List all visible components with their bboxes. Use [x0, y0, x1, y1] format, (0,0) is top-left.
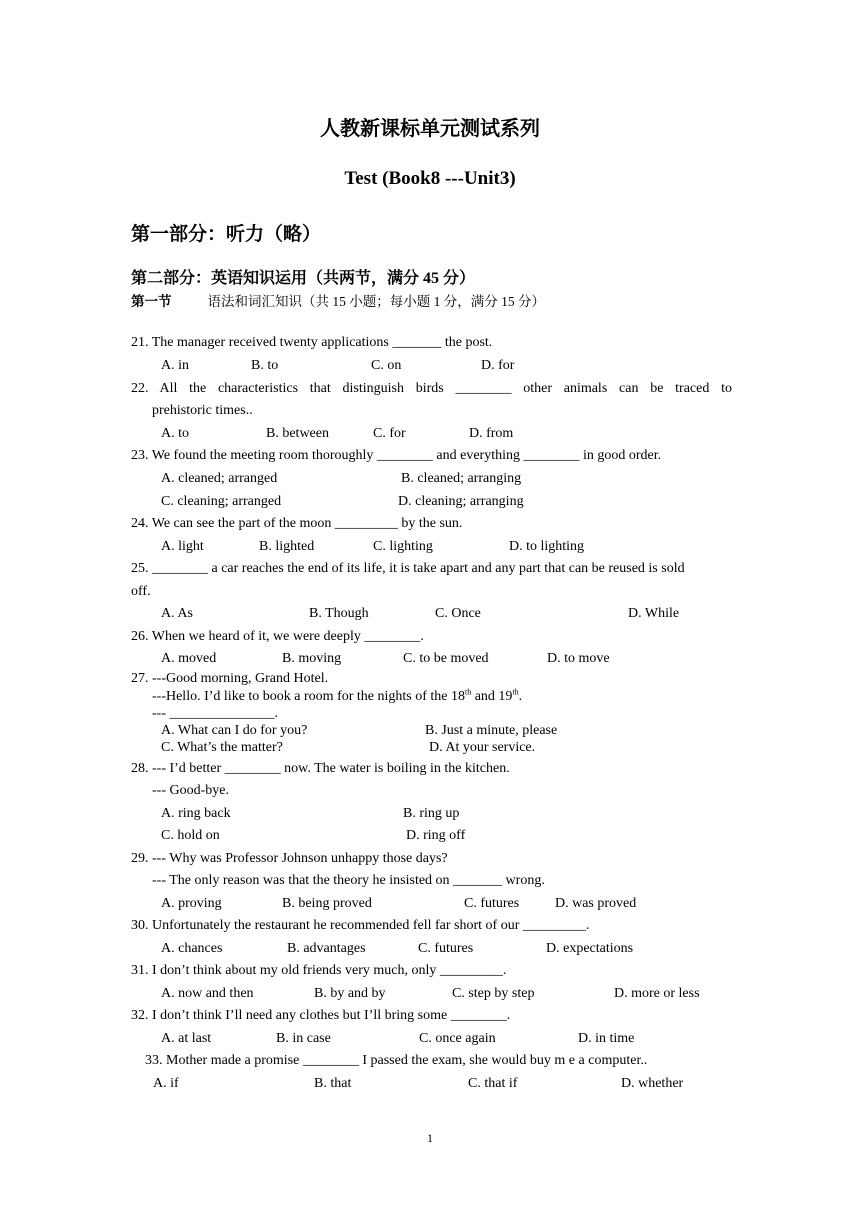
q26-option-a: A. moved [161, 651, 217, 666]
q30-option-a: A. chances [161, 941, 223, 956]
q27-line2-mid: and 19 [471, 689, 513, 704]
q31-option-d: D. more or less [614, 986, 700, 1001]
q22-stem-line1: 22. All the characteristics that distinguish birds ________ other animals can be traced to [131, 381, 732, 396]
q26-option-d: D. to move [547, 651, 610, 666]
q25-option-b: B. Though [309, 606, 369, 621]
q24-option-d: D. to lighting [509, 539, 585, 554]
q23-option-a: A. cleaned; arranged [161, 471, 278, 486]
section1-heading [131, 290, 545, 310]
q25-stem-line2: off. [131, 584, 151, 599]
q27-line1: 27. ---Good morning, Grand Hotel. [131, 671, 329, 686]
q31-stem: 31. I don’t think about my old friends very much, only _________. [131, 963, 507, 978]
q32-option-c: C. once again [419, 1031, 496, 1046]
part1-heading: 第一部分：听力（略） [131, 224, 322, 245]
q28-option-d: D. ring off [406, 828, 466, 843]
q31-option-b: B. by and by [314, 986, 386, 1001]
q27-option-d: D. At your service. [429, 740, 536, 755]
q31-option-a: A. now and then [161, 986, 254, 1001]
series-title: 人教新课标单元测试系列 [320, 118, 540, 140]
q33-option-d: D. whether [621, 1076, 684, 1091]
q27-sup-2: th [512, 687, 519, 697]
q25-option-c: C. Once [435, 606, 481, 621]
q21-option-b: B. to [251, 358, 279, 373]
q32-option-d: D. in time [578, 1031, 635, 1046]
q29-option-c: C. futures [464, 896, 520, 911]
q27-line3: --- _______________. [152, 706, 278, 721]
q26-option-c: C. to be moved [403, 651, 489, 666]
q24-stem: 24. We can see the part of the moon _________ by the sun. [131, 516, 463, 531]
q33-option-c: C. that if [468, 1076, 518, 1091]
q27-sup-1: th [464, 687, 472, 697]
q25-stem-line1: 25. ________ a car reaches the end of its life, it is take apart and any part that can be reused is sold [131, 561, 685, 576]
q28-line1: 28. --- I’d better ________ now. The water is boiling in the kitchen. [131, 761, 510, 776]
q33-option-b: B. that [314, 1076, 352, 1091]
q28-option-a: A. ring back [161, 806, 231, 821]
q27-option-c: C. What’s the matter? [161, 740, 283, 755]
q29-line1: 29. --- Why was Professor Johnson unhappy those days? [131, 851, 448, 866]
q25-option-a: A. As [161, 606, 193, 621]
q24-option-c: C. lighting [373, 539, 433, 554]
q22-option-b: B. between [266, 426, 329, 441]
q25-option-d: D. While [628, 606, 680, 621]
q22-option-d: D. from [469, 426, 514, 441]
q29-option-a: A. proving [161, 896, 222, 911]
q29-option-d: D. was proved [555, 896, 637, 911]
q28-line2: --- Good-bye. [152, 783, 229, 798]
q23-option-d: D. cleaning; arranging [398, 494, 524, 509]
q30-option-b: B. advantages [287, 941, 366, 956]
q23-option-c: C. cleaning; arranged [161, 494, 282, 509]
part2-heading: 第二部分：英语知识运用（共两节，满分 45 分） [131, 270, 476, 287]
q32-stem: 32. I don’t think I’ll need any clothes but I’ll bring some ________. [131, 1008, 511, 1023]
q22-option-a: A. to [161, 426, 189, 441]
q21-stem: 21. The manager received twenty applications _______ the post. [131, 335, 493, 350]
q31-option-c: C. step by step [452, 986, 535, 1001]
test-title: Test (Book8 ---Unit3) [344, 168, 516, 189]
q29-line2: --- The only reason was that the theory he insisted on _______ wrong. [152, 873, 545, 888]
q27-line2-end: . [518, 689, 523, 704]
q28-option-c: C. hold on [161, 828, 220, 843]
q22-stem-line2: prehistoric times.. [152, 403, 253, 418]
q21-option-c: C. on [371, 358, 402, 373]
q28-option-b: B. ring up [403, 806, 460, 821]
q27-line2-text: ---Hello. I’d like to book a room for the nights of the 18 [152, 689, 465, 704]
section1-label: 第一节 [131, 294, 172, 309]
q32-option-a: A. at last [161, 1031, 212, 1046]
page-number: 1 [427, 1131, 433, 1145]
section1-desc: 语法和词汇知识（共 15 小题；每小题 1 分，满分 15 分） [207, 294, 545, 309]
q22-option-c: C. for [373, 426, 406, 441]
q32-option-b: B. in case [276, 1031, 331, 1046]
q23-option-b: B. cleaned; arranging [401, 471, 522, 486]
q30-option-d: D. expectations [546, 941, 634, 956]
q27-option-a: A. What can I do for you? [161, 723, 308, 738]
q24-option-a: A. light [161, 539, 204, 554]
q26-stem: 26. When we heard of it, we were deeply ________. [131, 629, 424, 644]
q33-option-a: A. if [153, 1076, 179, 1091]
q33-stem: 33. Mother made a promise ________ I passed the exam, she would buy m e a computer.. [145, 1053, 648, 1068]
q29-option-b: B. being proved [282, 896, 372, 911]
q30-option-c: C. futures [418, 941, 474, 956]
q30-stem: 30. Unfortunately the restaurant he recommended fell far short of our _________. [131, 918, 590, 933]
q26-option-b: B. moving [282, 651, 342, 666]
q24-option-b: B. lighted [259, 539, 315, 554]
q27-line2 [152, 689, 522, 705]
q27-option-b: B. Just a minute, please [425, 723, 558, 738]
q21-option-a: A. in [161, 358, 189, 373]
q21-option-d: D. for [481, 358, 515, 373]
q23-stem: 23. We found the meeting room thoroughly ________ and everything ________ in good order. [131, 448, 662, 463]
